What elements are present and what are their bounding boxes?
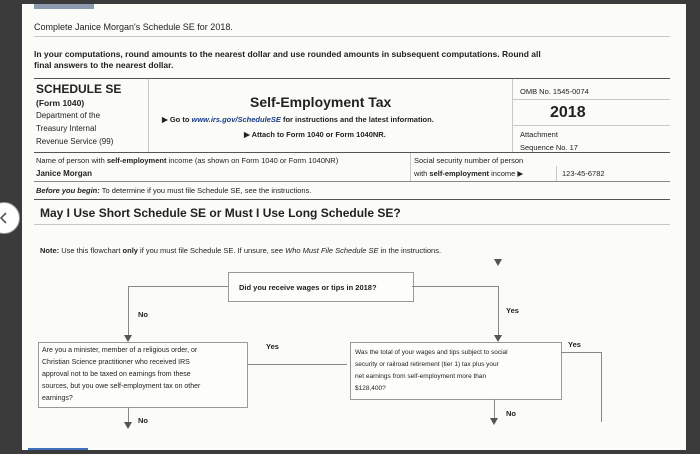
before-label: Before you begin: xyxy=(36,186,100,195)
question-minister-box xyxy=(38,342,248,408)
name-label xyxy=(36,156,338,165)
no-label-1: No xyxy=(138,310,148,319)
yes-label-2: Yes xyxy=(266,342,279,351)
divider xyxy=(34,224,670,225)
wages-total-line: Was the total of your wages and tips subject to social xyxy=(355,349,508,356)
bottom-tab[interactable] xyxy=(28,448,88,450)
form-name: SCHEDULE SE xyxy=(36,82,122,96)
question-wages-box xyxy=(228,272,414,302)
minister-line: earnings? xyxy=(42,395,73,402)
ssn-label2b: self-employment xyxy=(429,169,490,178)
ssn-label2c: income ▶ xyxy=(489,169,524,178)
no-label-3: No xyxy=(506,409,516,418)
goto-suffix: for instructions and the latest information. xyxy=(280,115,434,124)
flow-line xyxy=(498,286,499,336)
sequence-number: Sequence No. 17 xyxy=(520,143,578,152)
no-label-2: No xyxy=(138,416,148,425)
divider xyxy=(512,99,670,100)
flow-line xyxy=(128,286,129,336)
form-rule xyxy=(34,181,670,182)
arrow-down-icon xyxy=(124,422,132,429)
minister-line: Christian Science practitioner who received IRS xyxy=(42,359,190,366)
arrow-down-icon xyxy=(494,335,502,342)
worksheet-page xyxy=(22,4,686,450)
name-label-b: self-employment xyxy=(106,156,167,165)
attach-line: ▶ Attach to Form 1040 or Form 1040NR. xyxy=(244,130,386,139)
ssn-value: 123-45-6782 xyxy=(562,169,605,178)
wages-total-line: net earnings from self-employment more than xyxy=(355,373,487,380)
note-label: Note: xyxy=(40,246,60,255)
note-line xyxy=(40,246,441,255)
goto-line xyxy=(162,115,434,124)
question-wages: Did you receive wages or tips in 2018? xyxy=(239,283,377,292)
omb-number: OMB No. 1545-0074 xyxy=(520,87,589,96)
minister-line: Are you a minister, member of a religious order, or xyxy=(42,347,198,354)
ssn-label2a: with xyxy=(414,169,430,178)
flow-line xyxy=(601,352,602,422)
dept-line1: Department of the xyxy=(36,111,101,120)
section-heading: May I Use Short Schedule SE or Must I Use Long Schedule SE? xyxy=(40,206,401,220)
person-name: Janice Morgan xyxy=(36,169,93,178)
form-col-divider xyxy=(148,79,149,152)
note-text2: if you must file Schedule SE. If unsure, see xyxy=(137,246,286,255)
attachment-label: Attachment xyxy=(520,130,558,139)
minister-line: approval not to be taxed on earnings from these xyxy=(42,371,191,378)
name-label-a: Name of person with xyxy=(36,156,107,165)
problem-title: Complete Janice Morgan's Schedule SE for 2018. xyxy=(34,22,233,32)
before-line xyxy=(36,186,311,195)
minister-line: sources, but you owe self-employment tax on other xyxy=(42,383,201,390)
divider xyxy=(512,125,670,126)
form-rule xyxy=(34,199,670,200)
dept-line2: Treasury Internal xyxy=(36,124,97,133)
ssn-box-divider xyxy=(556,166,557,181)
form-title: Self-Employment Tax xyxy=(250,94,392,110)
dept-line3: Revenue Service (99) xyxy=(36,137,114,146)
chevron-left-icon xyxy=(0,211,11,225)
ssn-divider xyxy=(410,153,411,181)
ssn-label2 xyxy=(414,169,523,178)
irs-link[interactable]: www.irs.gov/ScheduleSE xyxy=(191,115,281,124)
yes-label-3: Yes xyxy=(568,340,581,349)
name-label-c: income (as shown on Form 1040 or Form 1040NR) xyxy=(166,156,339,165)
instructions-line1: In your computations, round amounts to the nearest dollar and use rounded amounts in subsequent computations. Round all xyxy=(34,49,541,59)
flow-line xyxy=(561,352,601,353)
ssn-label1: Social security number of person xyxy=(414,156,524,165)
divider xyxy=(34,36,670,37)
note-only: only xyxy=(122,246,138,255)
note-text3: in the instructions. xyxy=(378,246,442,255)
note-italic: Who Must File Schedule SE xyxy=(285,246,379,255)
wages-total-line: $128,400? xyxy=(355,385,386,392)
arrow-down-icon xyxy=(490,418,498,425)
instructions-line2: final answers to the nearest dollar. xyxy=(34,60,174,70)
arrow-down-icon xyxy=(124,335,132,342)
top-strip xyxy=(34,4,94,9)
note-text1: Use this flowchart xyxy=(59,246,123,255)
form-number: (Form 1040) xyxy=(36,98,85,108)
back-button[interactable] xyxy=(0,202,20,234)
goto-prefix: ▶ Go to xyxy=(162,115,192,124)
yes-label-1: Yes xyxy=(506,306,519,315)
form-top-rule xyxy=(34,78,670,79)
flow-line xyxy=(412,286,498,287)
before-text: To determine if you must file Schedule SE, see the instructions. xyxy=(99,186,312,195)
form-rule xyxy=(34,152,670,153)
wages-total-line: security or railroad retirement (tier 1) tax plus your xyxy=(355,361,499,368)
flow-line xyxy=(128,286,228,287)
form-col-divider xyxy=(512,79,513,152)
arrow-down-icon xyxy=(494,259,502,266)
flow-line xyxy=(247,364,347,365)
question-wages-total-box xyxy=(350,342,562,400)
form-year: 2018 xyxy=(550,104,586,121)
